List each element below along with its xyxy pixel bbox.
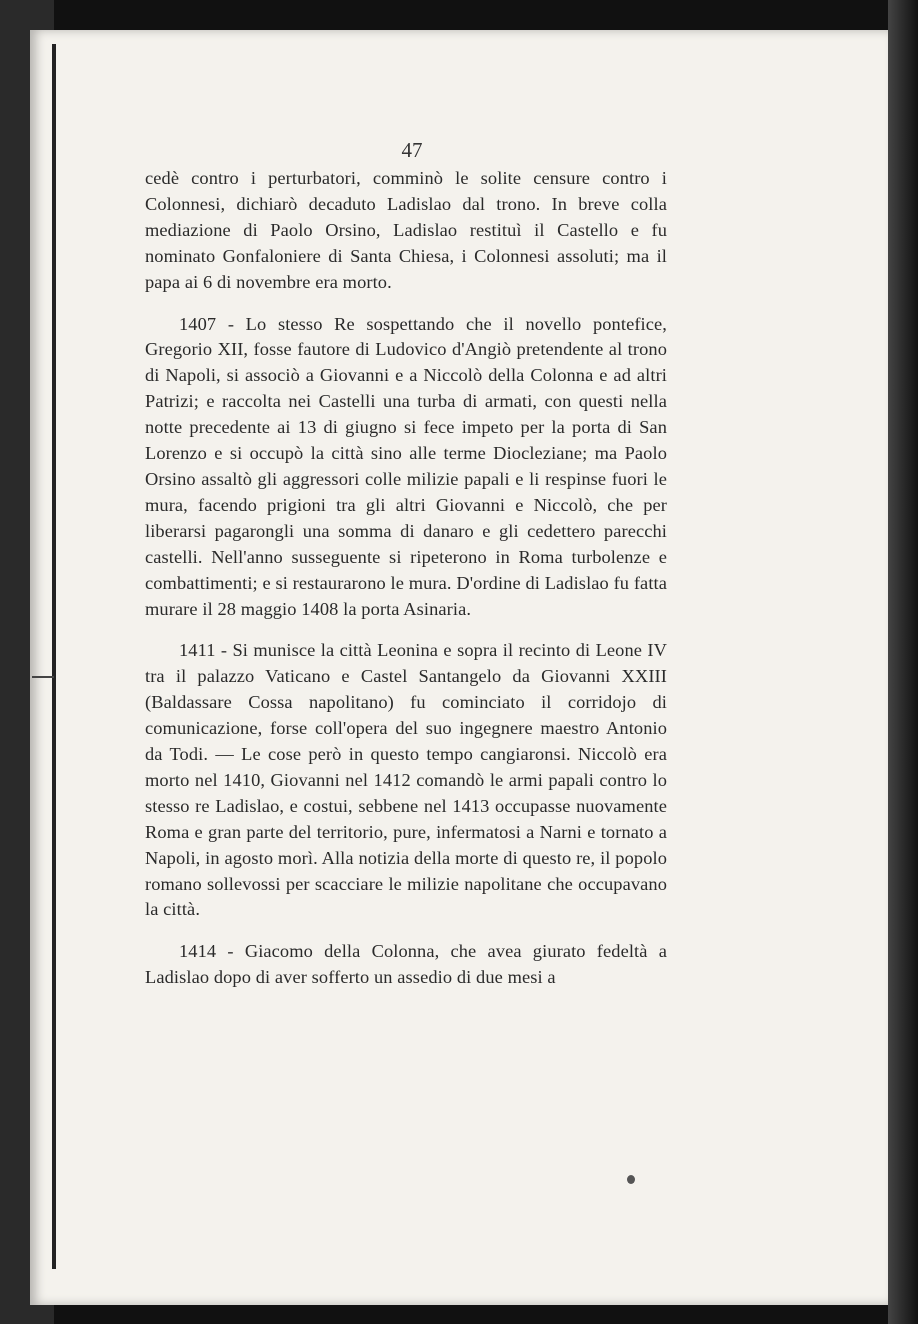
margin-mark [32, 676, 54, 678]
ink-spot [627, 1175, 635, 1184]
paragraph-1411: 1411 - Si munisce la città Leonina e sopra il recinto di Leone IV tra il palazzo Vaticano e Castel Santangelo da Giovanni XXIII (Baldassare Cossa napolitano) fu cominciato il corridojo di comunicazione, forse coll'opera del suo ingegnere maestro Antonio da Todi. — Le cose però in questo tempo cangiaronsi. Niccolò era morto nel 1410, Giovanni nel 1412 comandò le armi papali contro lo stesso re Ladislao, e costui, sebbene nel 1413 occupasse nuovamente Roma e gran parte del territorio, pure, infermatosi a Narni e tornato a Napoli, in agosto morì. Alla notizia della morte di questo re, il popolo romano sollevossi per scacciare le milizie napolitane che occupavano la città. [145, 640, 667, 920]
paragraph-continuation: cedè contro i perturbatori, comminò le solite censure contro i Colonnesi, dichiarò decaduto Ladislao dal trono. In breve colla mediazione di Paolo Orsino, Ladislao restituì il Castello e fu nominato Gonfaloniere di Santa Chiesa, i Colonnesi assoluti; ma il papa ai 6 di novembre era morto. [145, 168, 667, 292]
body-text [145, 166, 667, 991]
page-right-edge [888, 0, 918, 1324]
paragraph-1414: 1414 - Giacomo della Colonna, che avea giurato fedeltà a Ladislao dopo di aver sofferto un assedio di due mesi a [145, 941, 667, 988]
page-gutter-line [52, 44, 56, 1269]
page-number: 47 [401, 138, 423, 162]
paragraph-1407: 1407 - Lo stesso Re sospettando che il novello pontefice, Gregorio XII, fosse fautore di Ludovico d'Angiò pretendente al trono di Napoli, si associò a Giovanni e a Niccolò della Colonna e ad altri Patrizi; e raccolta nei Castelli una turba di armati, con questi nella notte precedente ai 13 di giugno si fece impeto per la porta di San Lorenzo e si occupò la città sino alle terme Diocleziane; ma Paolo Orsino assaltò gli aggressori colle milizie papali e li respinse fuori le mura, facendo prigioni tra gli altri Giovanni e Niccolò, che per liberarsi pagarongli una somma di danaro e gli cedettero parecchi castelli. Nell'anno susseguente si ripeterono in Roma turbolenze e combattimenti; e si restaurarono le mura. D'ordine di Ladislao fu fatta murare il 28 maggio 1408 la porta Asinaria. [145, 313, 667, 619]
